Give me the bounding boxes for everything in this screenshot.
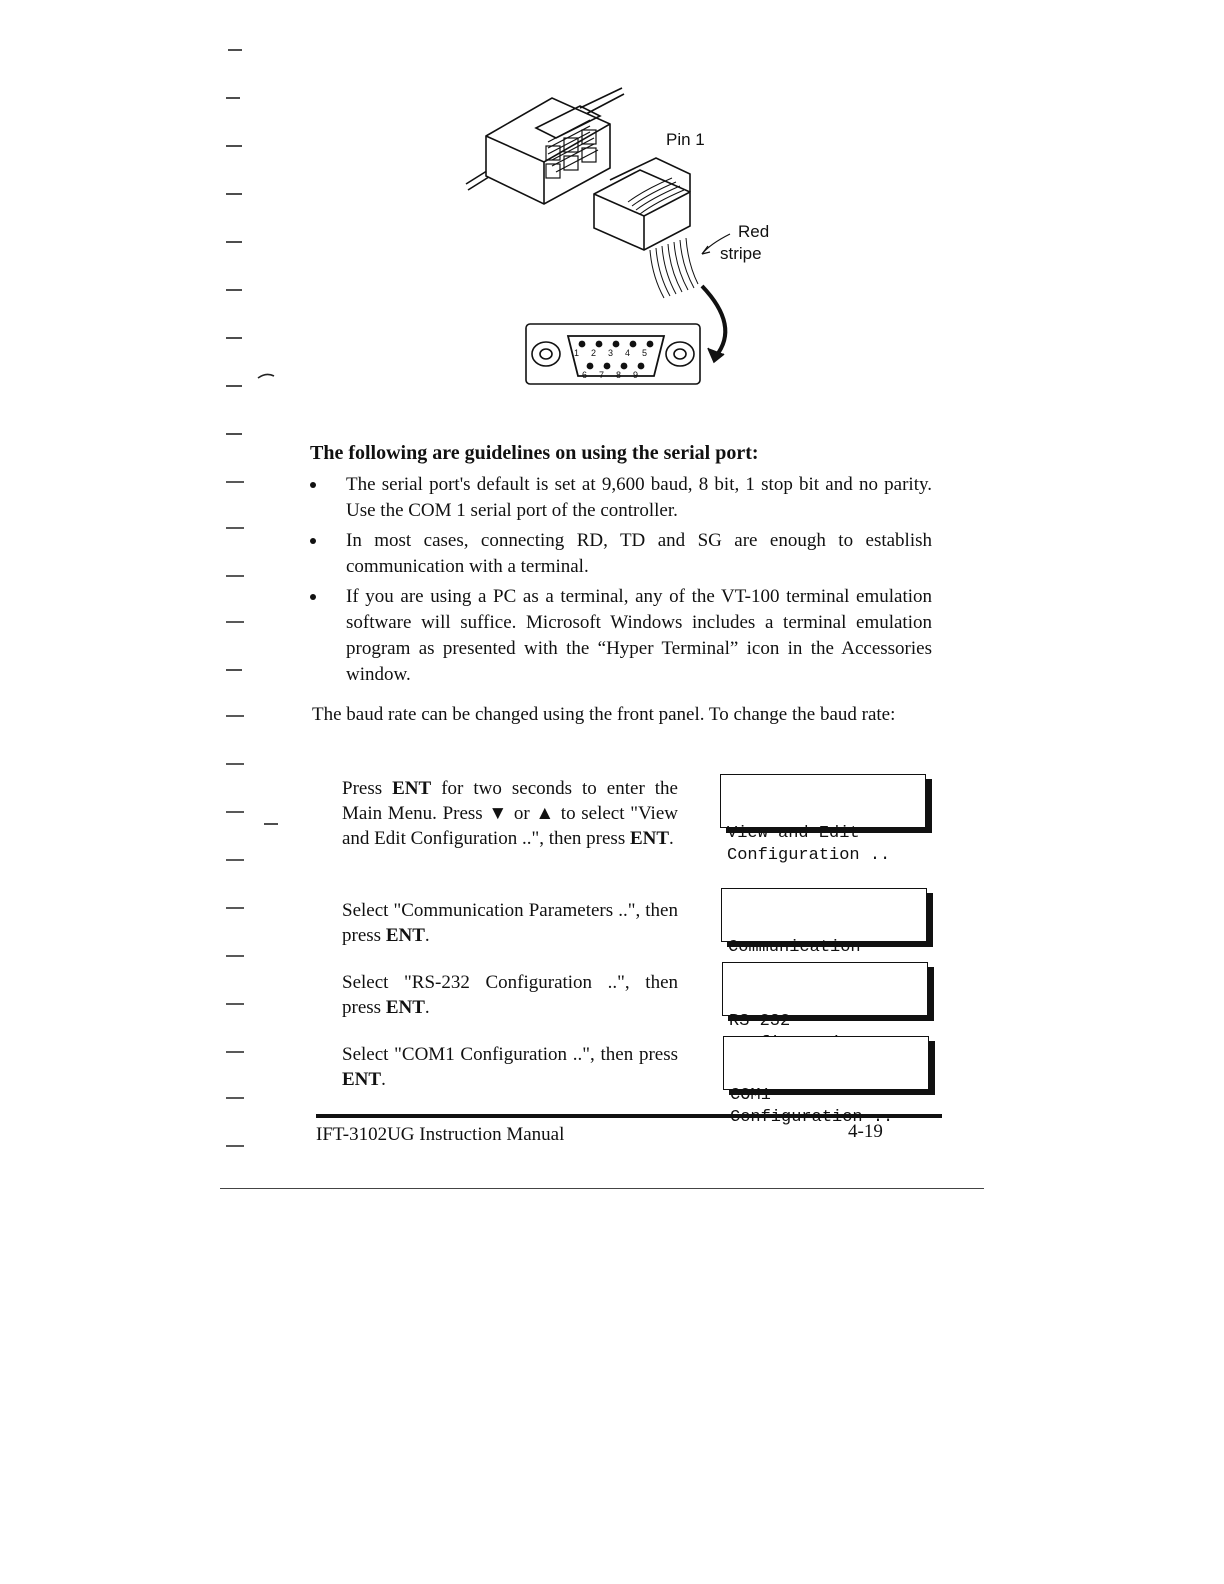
lcd-com1-configuration	[723, 1036, 929, 1105]
bullet-icon	[310, 594, 316, 600]
pin1-label: Pin 1	[666, 130, 705, 149]
step-4-text: Select "COM1 Configuration ..", then press ENT.	[342, 1044, 678, 1090]
pin-number: 6	[582, 370, 588, 380]
down-arrow-icon: ▼	[488, 803, 509, 824]
list-item-text: The serial port's default is set at 9,600 baud, 8 bit, 1 stop bit and no parity. Use the COM 1 serial port of the controller.	[346, 474, 932, 521]
lcd-line-2: Configuration ..	[727, 846, 891, 865]
up-arrow-icon: ▲	[535, 803, 556, 824]
ent-key: ENT	[385, 925, 425, 946]
guidelines-heading: The following are guidelines on using the serial port:	[310, 442, 759, 464]
lcd-view-edit-config	[720, 774, 926, 865]
lcd-line-2	[730, 1107, 928, 1129]
step-2-text: Select "Communication Parameters ..", then press ENT.	[342, 900, 678, 946]
ent-key: ENT	[385, 997, 425, 1018]
margin-marks	[0, 0, 300, 1200]
red-label: Red	[738, 222, 770, 241]
footer-manual-title: IFT-3102UG Instruction Manual	[316, 1124, 565, 1145]
lcd-rs232-configuration	[722, 962, 928, 1031]
pin-number: 3	[608, 348, 614, 358]
pin-number: 5	[642, 348, 648, 358]
guidelines-list	[310, 472, 932, 692]
pin-number: 1	[574, 348, 580, 358]
list-item	[310, 472, 932, 524]
baud-rate-intro: The baud rate can be changed using the front panel. To change the baud rate:	[312, 704, 896, 725]
ent-key: ENT	[629, 828, 670, 849]
pin-number: 7	[599, 370, 605, 380]
pin-number: 2	[591, 348, 597, 358]
lcd-line-1: RS-232	[729, 1012, 791, 1031]
page-number: 4-19	[848, 1121, 883, 1142]
lcd-line-1: COM1	[730, 1086, 771, 1105]
bullet-icon	[310, 482, 316, 488]
step-3-text: Select "RS-232 Configuration ..", then press ENT.	[342, 972, 678, 1018]
pin-number: 8	[616, 370, 622, 380]
ent-key: ENT	[342, 1069, 382, 1090]
list-item-text: If you are using a PC as a terminal, any of the VT-100 terminal emulation software will suffice. Microsoft Windows includes a terminal emulation program as presented with the “Hyper Terminal” icon in the Accessories window.	[346, 586, 932, 685]
stripe-label: stripe	[720, 244, 762, 263]
page-bottom-divider	[220, 1188, 984, 1189]
lcd-line-1: Communication	[728, 938, 861, 957]
list-item-text: In most cases, connecting RD, TD and SG are enough to establish communication with a terminal.	[346, 530, 932, 577]
lcd-line-1: View and Edit	[727, 824, 860, 843]
pin-number: 4	[625, 348, 631, 358]
lcd-communication-parameters	[721, 888, 927, 957]
ent-key: ENT	[392, 778, 432, 799]
step-1-text: Press ENT for two seconds to enter the Main Menu. Press ▼ or ▲ to select "View and Edit Configuration ..", then press ENT.	[342, 778, 678, 849]
footer-divider	[316, 1114, 942, 1118]
list-item	[310, 528, 932, 580]
list-item	[310, 584, 932, 688]
bullet-icon	[310, 538, 316, 544]
serial-connector-illustration	[440, 86, 800, 406]
pin-number: 9	[633, 370, 639, 380]
